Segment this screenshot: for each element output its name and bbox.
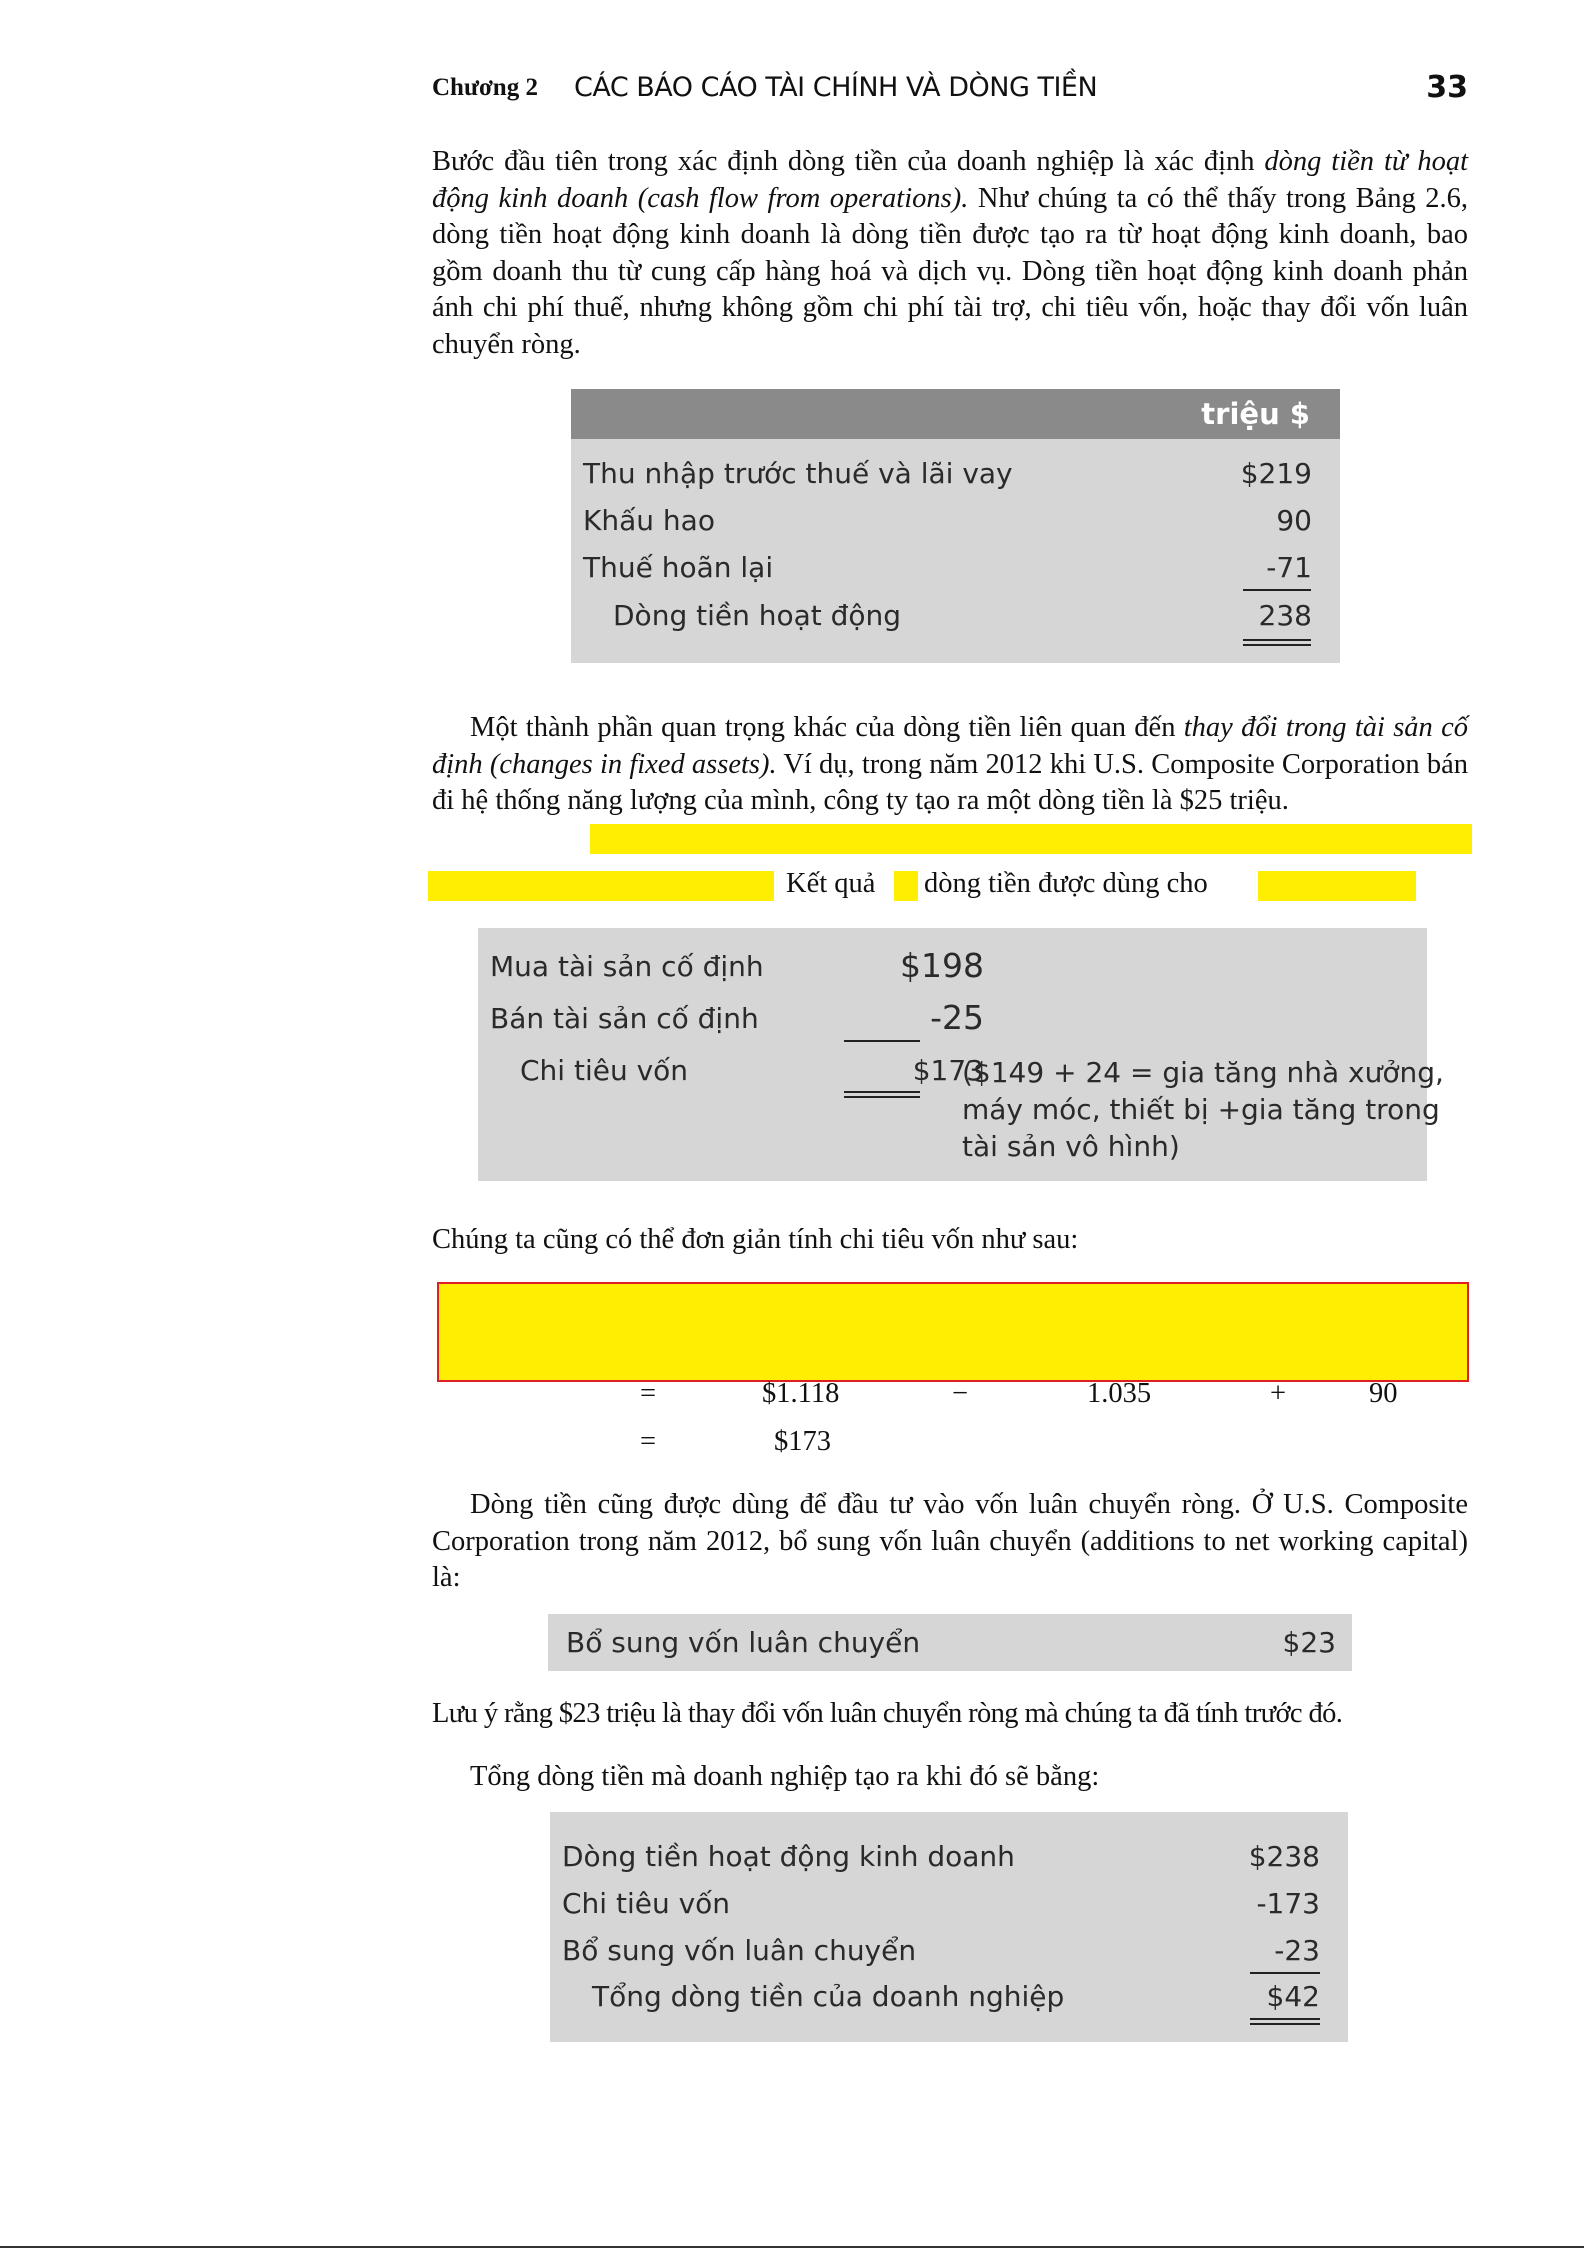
table3-value: $23	[1282, 1626, 1336, 1659]
paragraph-note: Lưu ý rằng $23 triệu là thay đổi vốn luân chuyển ròng mà chúng ta đã tính trước đó.	[432, 1698, 1343, 1729]
table4-row-value: -23	[1274, 1934, 1320, 1967]
table4-double-underline-top	[1250, 2018, 1320, 2020]
table2-note-line: tài sản vô hình)	[962, 1130, 1180, 1163]
table1-row-value: -71	[1266, 551, 1312, 584]
equation-minus: −	[952, 1378, 969, 1409]
equation-value-2: 1.035	[1087, 1378, 1152, 1409]
table4-total-label: Tổng dòng tiền của doanh nghiệp	[592, 1980, 1065, 2013]
para2-text-2: Ví dụ, trong năm 2012 khi U.S. Composite Corporation bán đi hệ thống năng lượng của mình, công ty tạo ra một dòng tiền là $25 triệu.	[432, 748, 1469, 816]
paragraph-working-capital: Dòng tiền cũng được dùng để đầu tư vào vốn luân chuyển ròng. Ở U.S. Composite Corporation trong năm 2012, bổ sung vốn luân chuyển (additions to net working capital) là:	[432, 1489, 1468, 1593]
table1-row-label: Thuế hoãn lại	[583, 551, 774, 584]
equation-plus: +	[1270, 1378, 1287, 1409]
table4-underline	[1250, 1972, 1320, 1974]
table4-row-label: Dòng tiền hoạt động kinh doanh	[562, 1840, 1015, 1873]
chapter-title: CÁC BÁO CÁO TÀI CHÍNH VÀ DÒNG TIỀN	[574, 72, 1098, 103]
table2-note-line: máy móc, thiết bị +gia tăng trong	[962, 1093, 1440, 1126]
highlight-redaction	[428, 871, 774, 901]
equation-result: $173	[774, 1426, 831, 1457]
para2-line2-text: Kết quả	[786, 868, 876, 899]
page-number: 33	[1426, 70, 1468, 105]
para1-text-2: Như chúng ta có thể thấy trong Bảng 2.6, dòng tiền hoạt động kinh doanh là dòng tiền được tạo ra từ hoạt động kinh doanh, bao gồm doanh thu từ cung cấp hàng hoá và dịch vụ. Dòng tiền hoạt động kinh doanh phản ánh chi phí thuế, nhưng không gồm chi phí tài trợ, chi tiêu vốn, hoặc thay đổi vốn luân chuyển ròng.	[432, 182, 1468, 360]
table1-underline	[1243, 589, 1311, 591]
para2-text-1: Một thành phần quan trọng khác của dòng tiền liên quan đến	[470, 712, 1184, 743]
highlight-redaction-box	[437, 1282, 1469, 1382]
table4-row-label: Bổ sung vốn luân chuyển	[562, 1934, 917, 1967]
table2-row-label: Bán tài sản cố định	[490, 1002, 759, 1035]
table3-working-capital	[548, 1614, 1352, 1671]
highlight-redaction	[590, 824, 1472, 854]
page-bottom-rule	[0, 2246, 1584, 2248]
para1-italic: dòng tiền từ hoạt động kinh doanh (cash flow from operations).	[432, 146, 1468, 214]
table3-label: Bổ sung vốn luân chuyển	[566, 1626, 921, 1659]
table2-row-label: Mua tài sản cố định	[490, 950, 764, 983]
table1-operating-cash-flow	[571, 439, 1340, 663]
highlight-redaction	[1258, 871, 1416, 901]
table1-row-value: 90	[1276, 504, 1312, 537]
table4-total-cash-flow	[550, 1812, 1348, 2042]
highlight-redaction	[894, 871, 918, 901]
table1-row-value: $219	[1240, 457, 1312, 490]
table2-row-value: $198	[900, 946, 984, 985]
table1-double-underline-bottom	[1243, 644, 1311, 646]
table1-unit-header: triệu $	[1201, 397, 1310, 431]
equation-equals-2: =	[640, 1426, 657, 1457]
chapter-label: Chương 2	[432, 74, 538, 101]
para2-line2-text: dòng tiền được dùng cho	[924, 868, 1208, 899]
table1-total-value: 238	[1258, 599, 1312, 632]
table2-total-label: Chi tiêu vốn	[520, 1054, 689, 1087]
paragraph-fixed-assets	[432, 710, 1468, 820]
table1-total-label: Dòng tiền hoạt động	[613, 599, 902, 632]
table2-note	[962, 1054, 1444, 1165]
table4-total-value: $42	[1266, 1980, 1320, 2013]
table2-underline	[844, 1040, 920, 1042]
para2-italic: thay đổi trong tài sản cố định (changes in fixed assets).	[432, 712, 1469, 780]
paragraph-total-cash-flow-intro: Tổng dòng tiền mà doanh nghiệp tạo ra khi đó sẽ bằng:	[470, 1761, 1100, 1792]
paragraph-capital-spending-intro: Chúng ta cũng có thể đơn giản tính chi tiêu vốn như sau:	[432, 1224, 1079, 1255]
paragraph-cash-flow-operations	[432, 144, 1468, 363]
table2-double-underline-bottom	[844, 1096, 920, 1098]
table2-total-value: $173	[912, 1054, 984, 1087]
equation-equals-1: =	[640, 1378, 657, 1409]
table1-row-label: Thu nhập trước thuế và lãi vay	[583, 457, 1013, 490]
table4-row-value: $238	[1248, 1840, 1320, 1873]
table1-header	[571, 389, 1340, 439]
para1-text-1: Bước đầu tiên trong xác định dòng tiền của doanh nghiệp là xác định	[432, 146, 1265, 177]
equation-value-3: 90	[1369, 1378, 1398, 1409]
table2-row-value: -25	[930, 998, 984, 1037]
table1-double-underline-top	[1243, 639, 1311, 641]
table2-capital-spending	[478, 928, 1444, 1181]
table4-double-underline-bottom	[1250, 2023, 1320, 2025]
table2-double-underline-top	[844, 1091, 920, 1093]
table2-note-line: ($149 + 24 = gia tăng nhà xưởng,	[962, 1056, 1444, 1089]
table1-row-label: Khấu hao	[583, 504, 715, 537]
table4-row-label: Chi tiêu vốn	[562, 1887, 731, 1920]
equation-value-1: $1.118	[762, 1378, 840, 1409]
table4-row-value: -173	[1256, 1887, 1320, 1920]
